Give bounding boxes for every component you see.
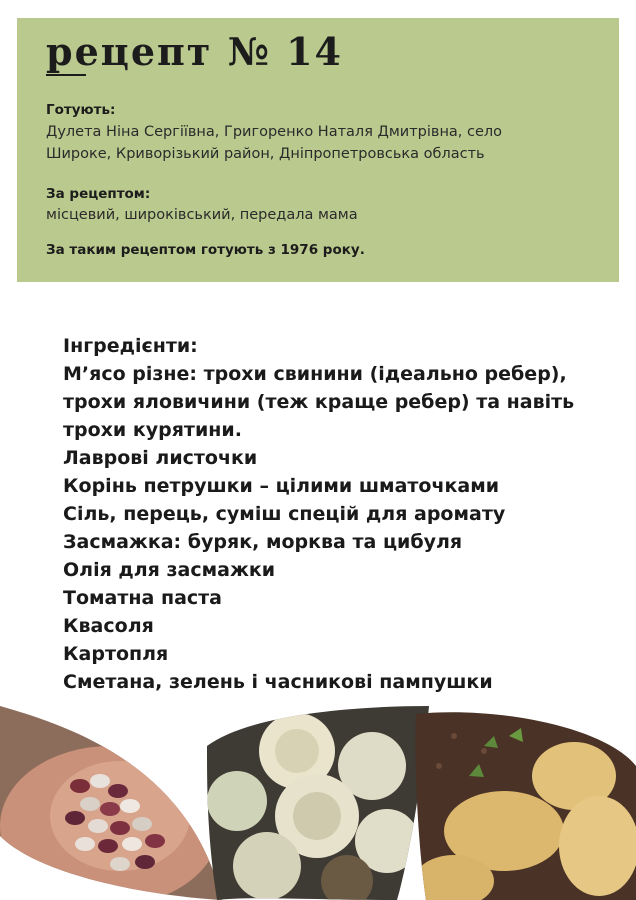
ingredient-line: Квасоля bbox=[63, 615, 154, 637]
ingredients-list bbox=[63, 332, 623, 696]
ingredient-line: трохи курятини. bbox=[63, 419, 242, 441]
source-label: За рецептом: bbox=[46, 186, 151, 202]
ingredient-line: Сметана, зелень і часникові пампушки bbox=[63, 671, 493, 693]
ingredient-line: Олія для засмажки bbox=[63, 559, 276, 581]
ingredients-heading: Інгредієнти: bbox=[63, 335, 198, 357]
ingredient-line: трохи яловичини (теж краще ребер) та навіть bbox=[63, 391, 575, 413]
ingredient-line: Картопля bbox=[63, 643, 169, 665]
ingredient-line: Сіль, перець, суміш спецій для аромату bbox=[63, 503, 506, 525]
cooks-label: Готують: bbox=[46, 102, 116, 118]
recipe-title: рецепт № 14 bbox=[46, 29, 343, 74]
cooks-line-2: Широке, Криворізький район, Дніпропетровська область bbox=[46, 146, 485, 162]
ingredient-line: Томатна паста bbox=[63, 587, 222, 609]
cooks-line-1: Дулета Ніна Сергіївна, Григоренко Наталя Дмитрівна, село bbox=[46, 124, 503, 140]
ingredient-line: Засмажка: буряк, морква та цибуля bbox=[63, 531, 463, 553]
cabbage-photo bbox=[207, 706, 429, 900]
since-year-note: За таким рецептом готують з 1976 року. bbox=[46, 242, 365, 258]
ingredient-line: Корінь петрушки – цілими шматочками bbox=[63, 475, 500, 497]
source-value: місцевий, широківський, передала мама bbox=[46, 207, 358, 223]
ingredient-line: М’ясо різне: трохи свинини (ідеально ребер), bbox=[63, 363, 567, 385]
potatoes-photo bbox=[414, 706, 636, 900]
title-underline bbox=[46, 74, 86, 76]
ingredient-line: Лаврові листочки bbox=[63, 447, 258, 469]
beans-photo bbox=[0, 706, 222, 900]
